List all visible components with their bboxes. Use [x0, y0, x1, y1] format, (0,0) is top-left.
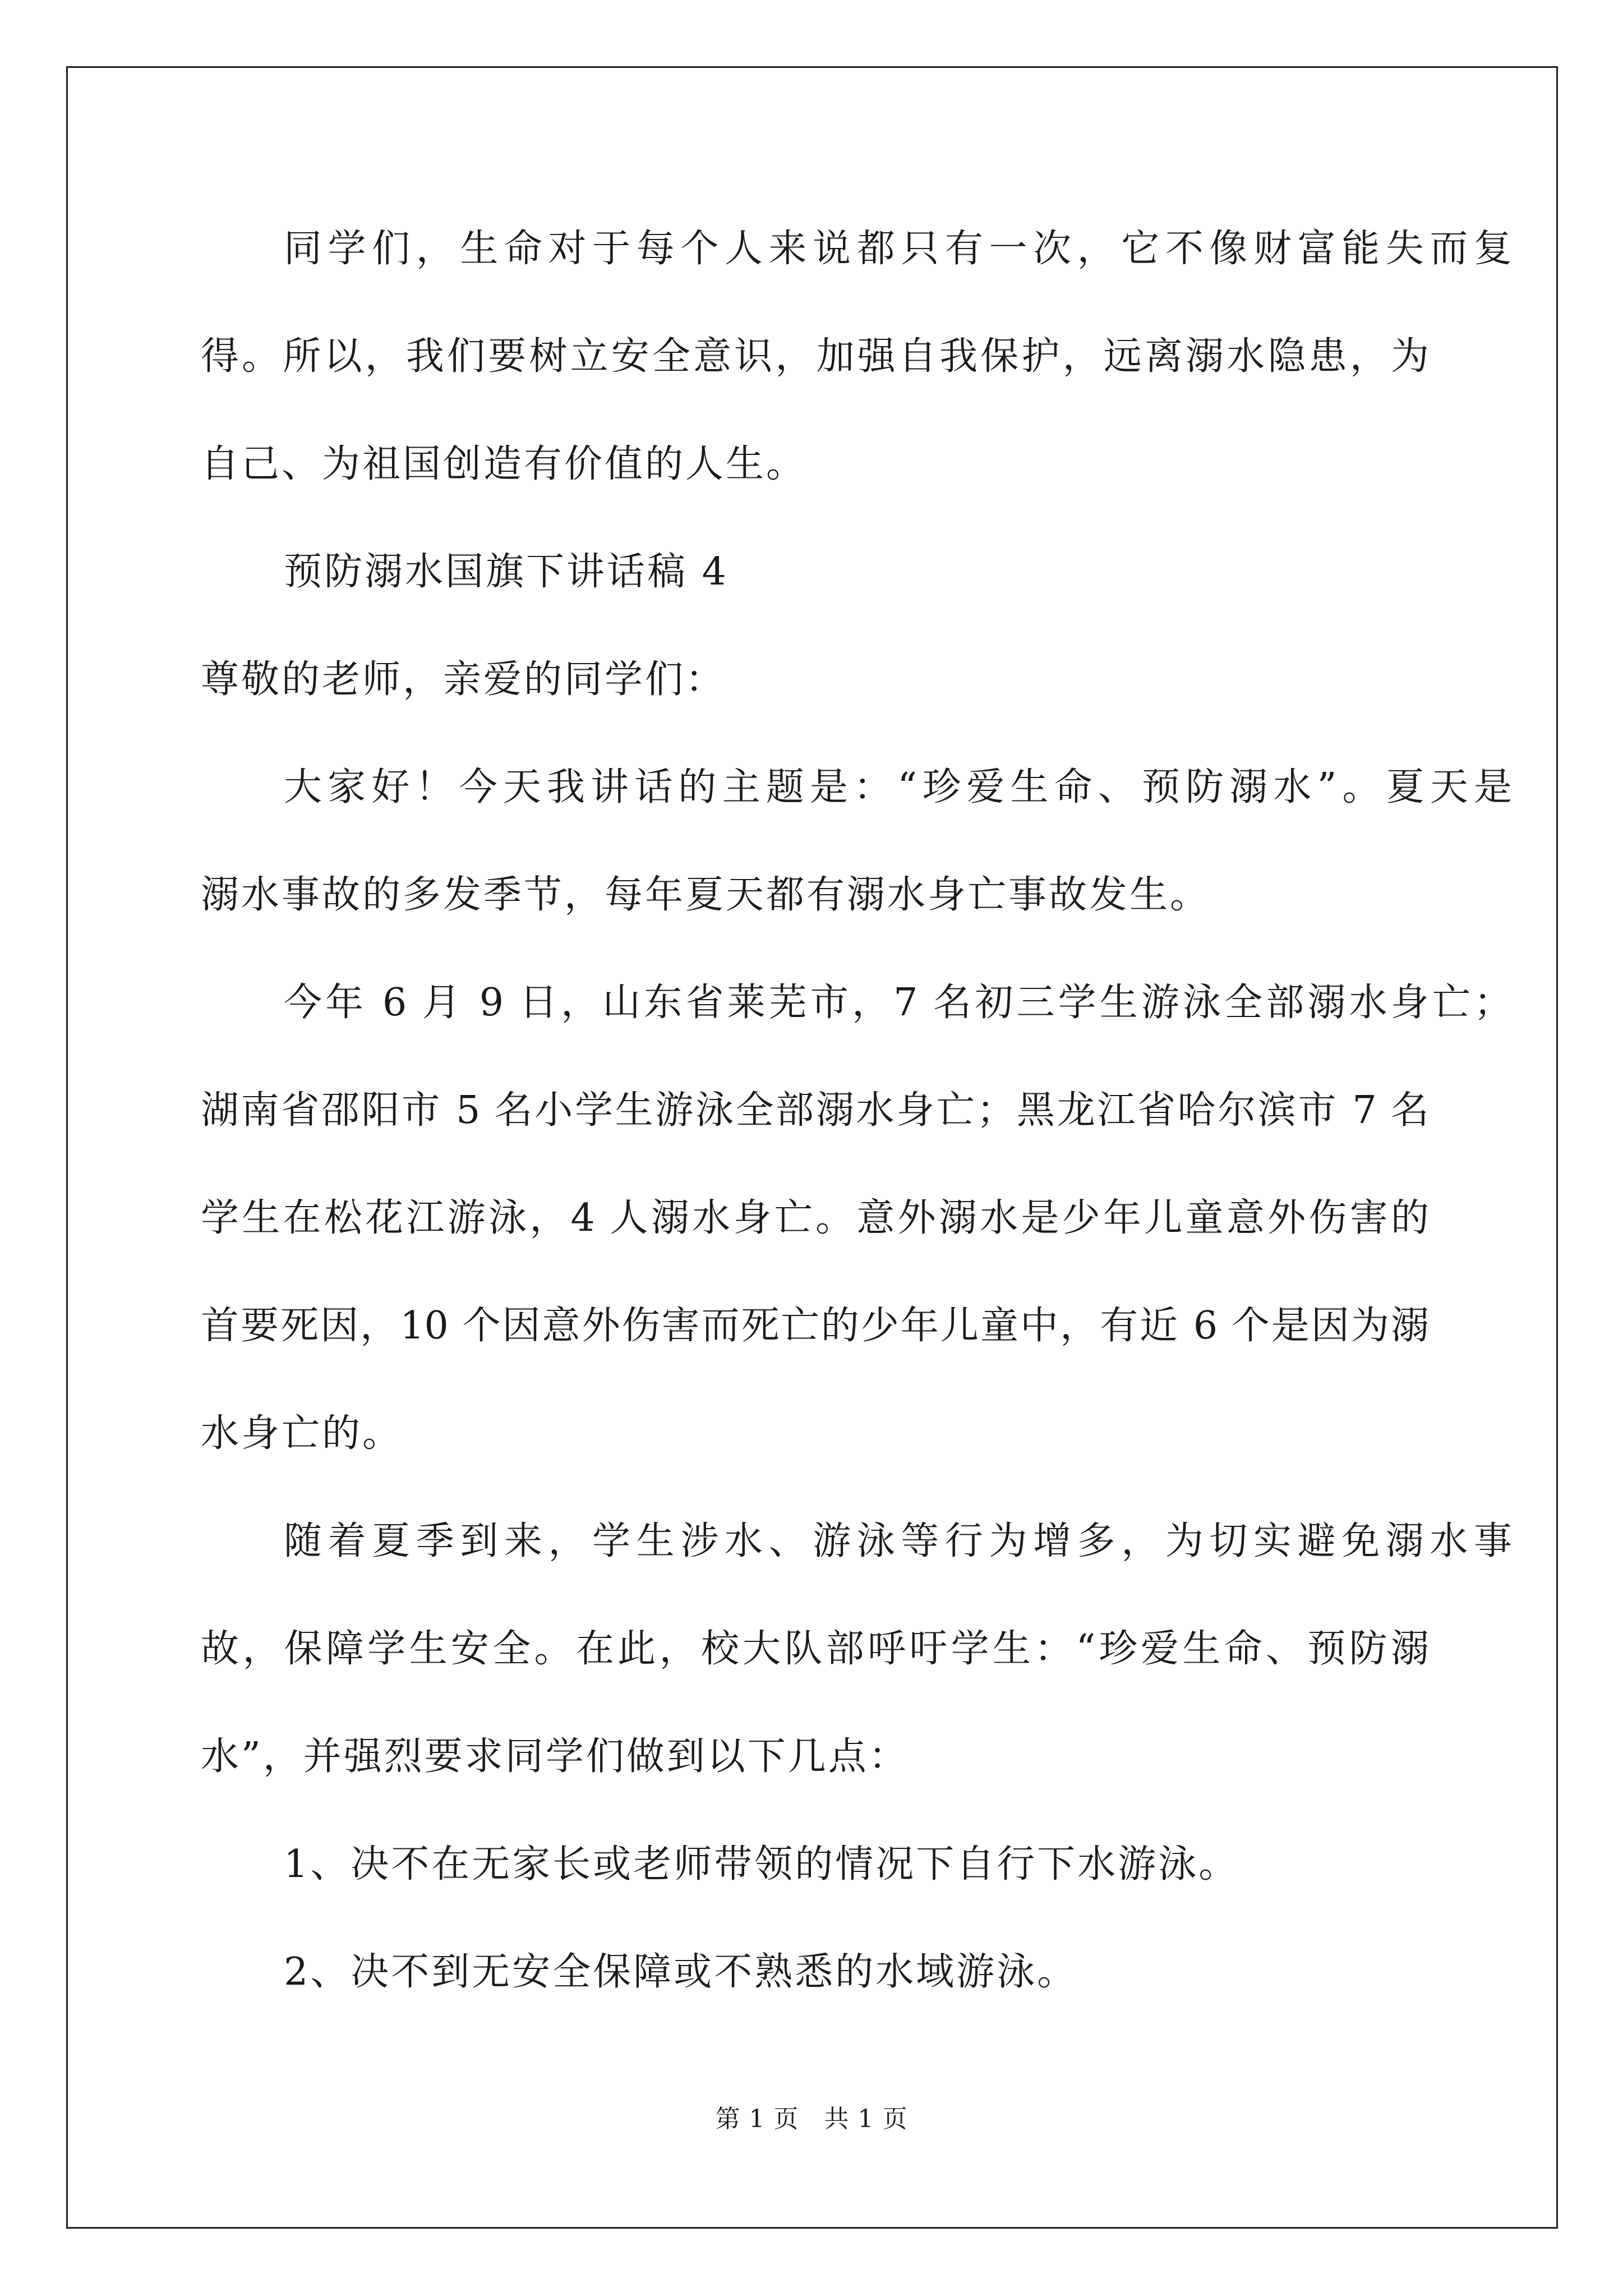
paragraph-line: 今年 6 月 9 日，山东省莱芜市，7 名初三学生游泳全部溺水身亡； — [284, 981, 1512, 1025]
paragraph-line: 得。所以，我们要树立安全意识，加强自我保护，远离溺水隐患，为 — [201, 334, 1429, 379]
paragraph-line: 溺水事故的多发季节，每年夏天都有溺水身亡事故发生。 — [201, 873, 1211, 917]
paragraph-line: 学生在松花江游泳，4 人溺水身亡。意外溺水是少年儿童意外伤害的 — [201, 1196, 1429, 1240]
paragraph-line: 故，保障学生安全。在此，校大队部呼吁学生：“珍爱生命、预防溺 — [201, 1627, 1429, 1671]
paragraph-line: 同学们，生命对于每个人来说都只有一次，它不像财富能失而复 — [284, 227, 1512, 271]
paragraph-line: 水”，并强烈要求同学们做到以下几点： — [201, 1734, 909, 1779]
paragraph-line: 大家好！今天我讲话的主题是：“珍爱生命、预防溺水”。夏天是 — [284, 765, 1512, 809]
section-heading: 预防溺水国旗下讲话稿 4 — [284, 550, 728, 594]
salutation: 尊敬的老师，亲爱的同学们： — [201, 657, 726, 702]
paragraph-line: 自己、为祖国创造有价值的人生。 — [201, 442, 807, 486]
page-border — [66, 66, 1558, 2229]
paragraph-line: 湖南省邵阳市 5 名小学生游泳全部溺水身亡；黑龙江省哈尔滨市 7 名 — [201, 1088, 1429, 1133]
page-footer: 第 1 页 共 1 页 — [715, 2105, 908, 2133]
list-item: 1、决不在无家长或老师带领的情况下自行下水游泳。 — [284, 1842, 1239, 1887]
list-item: 2、决不到无安全保障或不熟悉的水域游泳。 — [284, 1950, 1078, 1994]
paragraph-line: 首要死因，10 个因意外伤害而死亡的少年儿童中，有近 6 个是因为溺 — [201, 1304, 1429, 1348]
paragraph-line: 随着夏季到来，学生涉水、游泳等行为增多，为切实避免溺水事 — [284, 1519, 1512, 1563]
paragraph-line: 水身亡的。 — [201, 1411, 403, 1456]
